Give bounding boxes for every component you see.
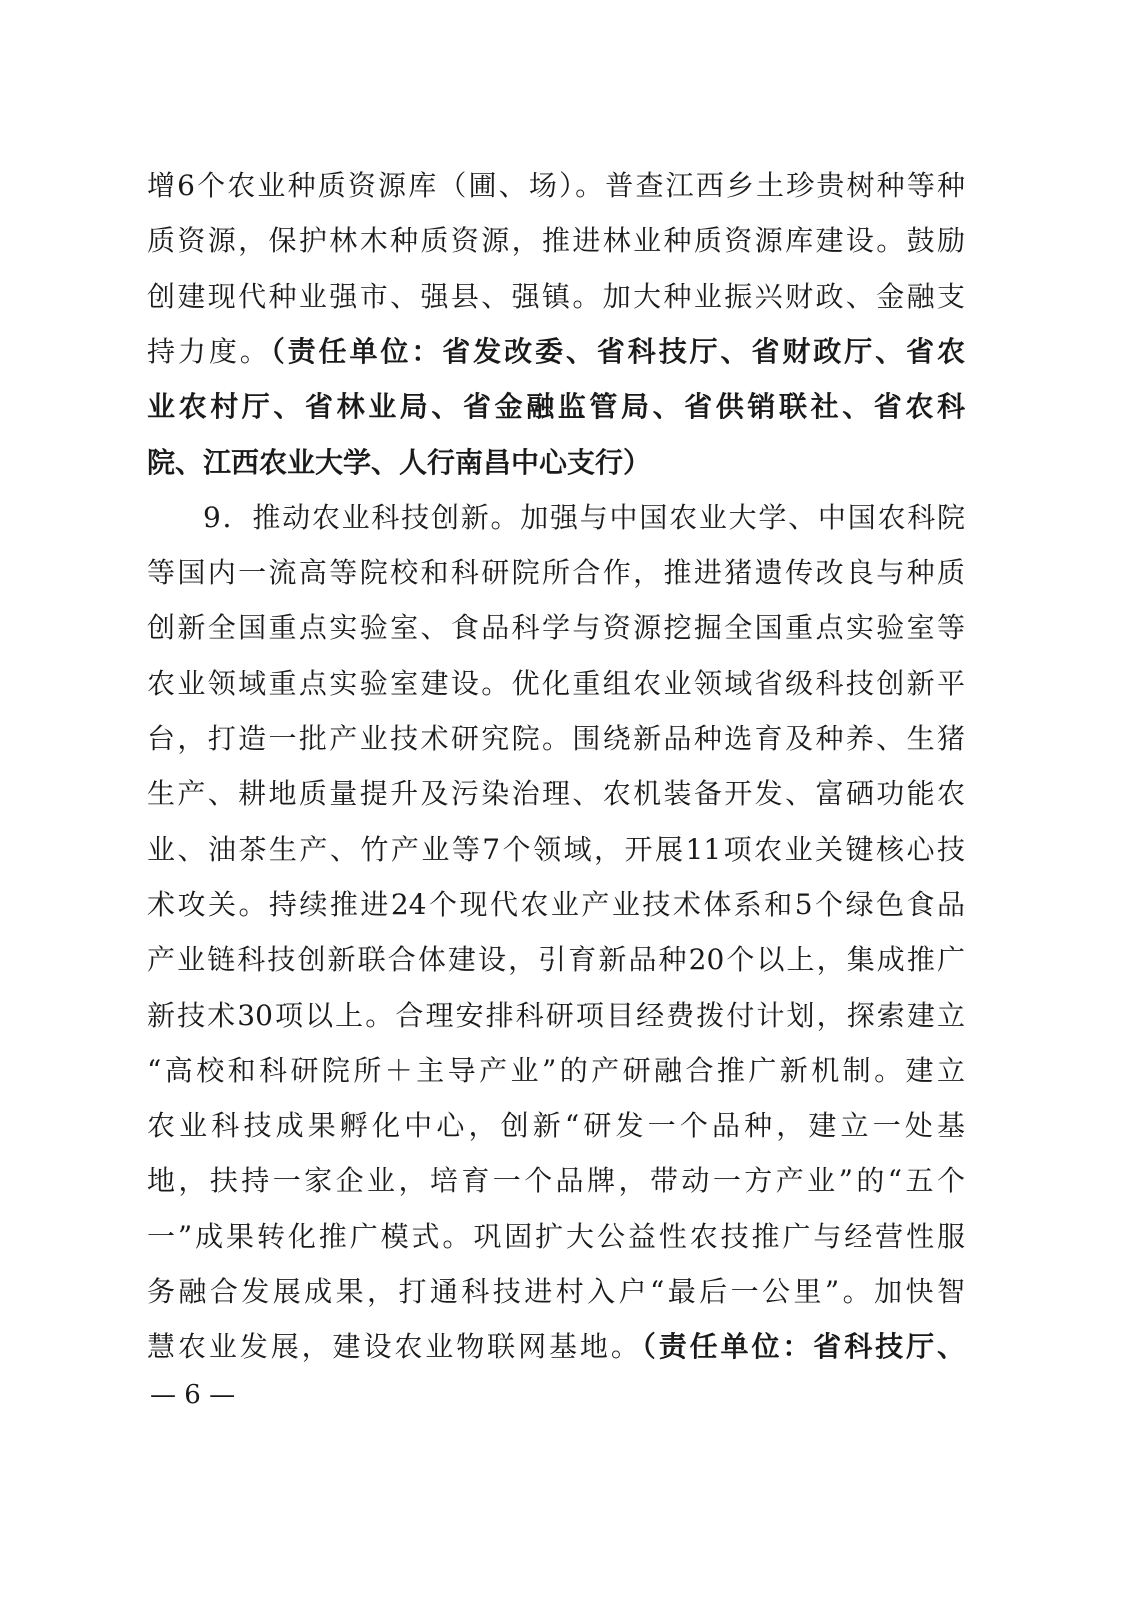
text-line <box>147 719 965 759</box>
body-text: 9．推动农业科技创新。加强与中国农业大学、中国农科院 <box>203 500 965 534</box>
body-text: 等国内一流高等院校和科研院所合作，推进猪遗传改良与种质 <box>147 556 965 590</box>
text-line <box>147 387 965 427</box>
body-text: 农业领域重点实验室建设。优化重组农业领域省级科技创新平 <box>147 666 965 700</box>
text-line <box>147 1217 965 1257</box>
body-text: 增6个农业种质资源库（圃、场）。普查江西乡土珍贵树种等种 <box>147 169 965 202</box>
text-line <box>147 608 965 648</box>
text-line <box>147 940 965 980</box>
responsible-units-text: （责任单位：省科技厅、 <box>641 1330 965 1364</box>
text-line <box>147 664 965 704</box>
text-line <box>147 443 965 483</box>
responsible-units-text: 院、江西农业大学、人行南昌中心支行） <box>147 445 652 479</box>
body-text: 台，打造一批产业技术研究院。围绕新品种选育及种养、生猪 <box>147 722 965 755</box>
text-line <box>147 774 965 814</box>
text-line <box>147 1106 965 1146</box>
text-line <box>147 1272 965 1312</box>
body-text: 业、油茶生产、竹产业等7个领域，开展11项农业关键核心技 <box>147 832 965 866</box>
text-line <box>147 1051 965 1091</box>
body-text: 一”成果转化推广模式。巩固扩大公益性农技推广与经营性服 <box>147 1219 965 1253</box>
text-line <box>147 885 965 925</box>
text-line <box>147 166 965 206</box>
body-text: 术攻关。持续推进24个现代农业产业技术体系和5个绿色食品 <box>147 887 965 921</box>
body-text: 务融合发展成果，打通科技进村入户“最后一公里”。加快智 <box>147 1275 965 1308</box>
body-text: 生产、耕地质量提升及污染治理、农机装备开发、富硒功能农 <box>147 777 965 811</box>
body-text: 创新全国重点实验室、食品科学与资源挖掘全国重点实验室等 <box>147 611 965 645</box>
body-text: 地，扶持一家企业，培育一个品牌，带动一方产业”的“五个 <box>147 1164 965 1198</box>
body-text: 慧农业发展，建设农业物联网基地。 <box>147 1330 642 1364</box>
body-text: 创建现代种业强市、强县、强镇。加大种业振兴财政、金融支 <box>147 279 965 313</box>
text-line <box>147 221 965 261</box>
body-text: 持力度。 <box>147 334 271 368</box>
body-text: “高校和科研院所＋主导产业”的产研融合推广新机制。建立 <box>147 1053 965 1087</box>
text-line <box>147 332 965 372</box>
text-line <box>147 830 965 870</box>
text-line <box>147 277 965 317</box>
body-text: 新技术30项以上。合理安排科研项目经费拨付计划，探索建立 <box>147 998 965 1032</box>
text-line <box>147 1327 965 1367</box>
body-text: 农业科技成果孵化中心，创新“研发一个品种，建立一处基 <box>147 1109 965 1143</box>
text-line <box>147 553 965 593</box>
body-text: 产业链科技创新联合体建设，引育新品种20个以上，集成推广 <box>147 943 965 977</box>
text-line <box>147 996 965 1036</box>
page-number: — 6 — <box>150 1380 236 1410</box>
text-line <box>203 498 965 538</box>
text-line <box>147 1161 965 1201</box>
responsible-units-text: （责任单位：省发改委、省科技厅、省财政厅、省农 <box>270 334 965 368</box>
responsible-units-text: 业农村厅、省林业局、省金融监管局、省供销联社、省农科 <box>147 390 965 424</box>
body-text: 质资源，保护林木种质资源，推进林业种质资源库建设。鼓励 <box>147 224 965 258</box>
